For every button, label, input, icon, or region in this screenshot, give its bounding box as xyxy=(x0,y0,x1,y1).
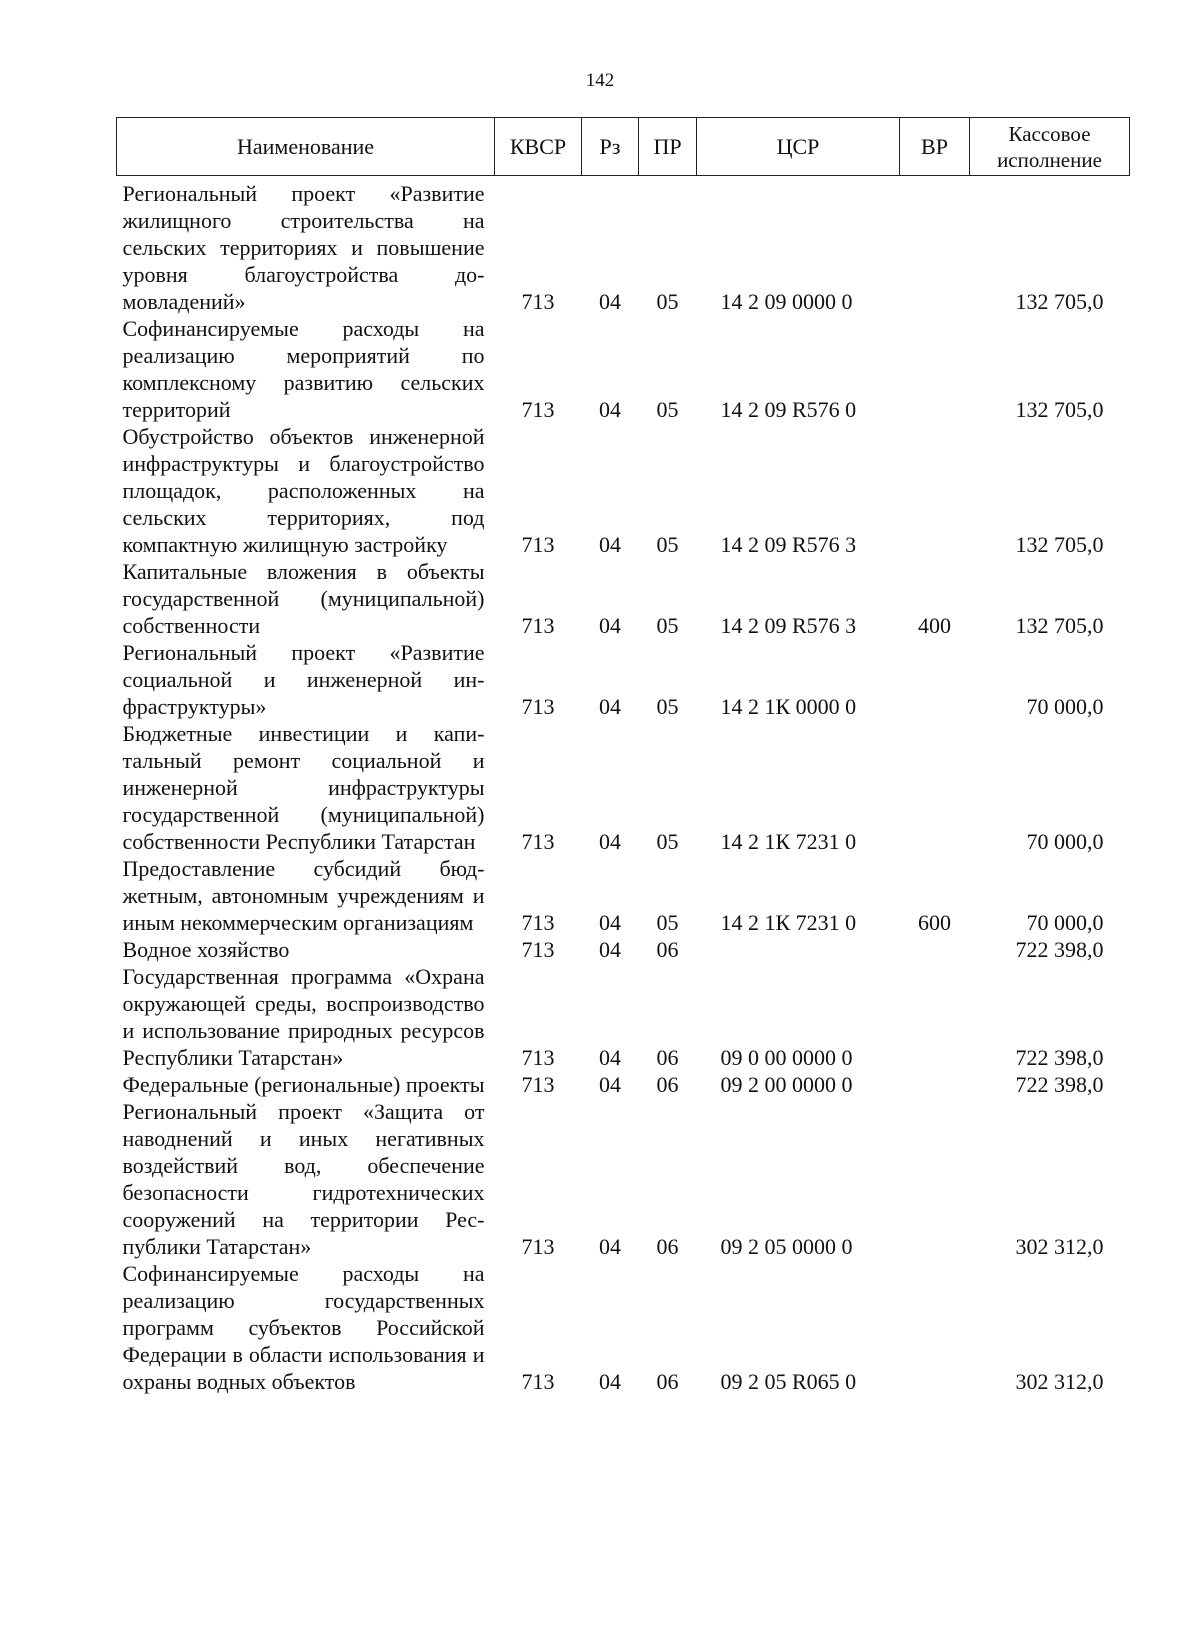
table-row xyxy=(117,176,1130,316)
table-row xyxy=(117,936,1130,963)
row-cash-execution: 722 398,0 xyxy=(1015,937,1104,962)
row-pr: 05 xyxy=(656,289,679,314)
row-vr xyxy=(900,1098,970,1260)
row-csr: 14 2 1К 7231 0 xyxy=(720,910,857,935)
row-kvsr: 713 xyxy=(521,532,555,557)
row-rz: 04 xyxy=(599,613,621,638)
row-rz: 04 xyxy=(599,694,621,719)
row-name: Обустройство объектов инженерной инфраструктуры и благоустройство площадок, расположенных на сельских территориях, под компактную жилищную застройку xyxy=(122,424,485,557)
row-kvsr: 713 xyxy=(521,397,555,422)
row-vr xyxy=(900,639,970,720)
row-cash-execution: 302 312,0 xyxy=(1015,1369,1104,1394)
row-pr: 05 xyxy=(656,910,679,935)
row-rz: 04 xyxy=(599,937,621,962)
row-name: Капитальные вложения в объекты государственной (муниципальной) собственности xyxy=(122,559,485,638)
row-kvsr: 713 xyxy=(521,694,555,719)
header-name: Наименование xyxy=(117,118,495,176)
row-csr: 14 2 09 R576 0 xyxy=(720,397,857,422)
row-csr: 09 0 00 0000 0 xyxy=(720,1045,853,1070)
row-kvsr: 713 xyxy=(521,613,555,638)
table-row xyxy=(117,963,1130,1071)
row-vr xyxy=(900,963,970,1071)
table-row xyxy=(117,1071,1130,1098)
row-pr: 05 xyxy=(656,397,679,422)
row-vr: 600 xyxy=(918,910,951,935)
row-rz: 04 xyxy=(599,532,621,557)
header-rz: Рз xyxy=(582,118,639,176)
row-cash-execution: 70 000,0 xyxy=(1026,694,1104,719)
row-cash-execution: 132 705,0 xyxy=(1015,289,1104,314)
row-name: Предоставление субсидий бюджетным, автономным учреждениям и иным некоммерческим организациям xyxy=(122,856,485,935)
header-vr: ВР xyxy=(900,118,970,176)
row-name: Бюджетные инвестиции и капитальный ремонт социальной и инженерной инфраструктуры государственной (муниципальной) собственности Республики Татарстан xyxy=(122,721,485,854)
row-name: Софинансируемые расходы на реализацию мероприятий по комплексному развитию сельских территорий xyxy=(122,316,485,422)
row-csr: 14 2 09 R576 3 xyxy=(720,532,857,557)
row-name: Софинансируемые расходы на реализацию государственных программ субъектов Российской Федерации в области использования и охраны водных объектов xyxy=(122,1261,485,1394)
page-number: 142 xyxy=(585,70,615,91)
row-rz: 04 xyxy=(599,397,621,422)
row-cash-execution: 132 705,0 xyxy=(1015,532,1104,557)
row-rz: 04 xyxy=(599,289,621,314)
row-pr: 06 xyxy=(656,1072,679,1097)
row-pr: 06 xyxy=(656,1045,679,1070)
row-csr: 14 2 09 R576 3 xyxy=(720,613,857,638)
row-name: Водное хозяйство xyxy=(122,937,290,962)
row-vr xyxy=(900,1071,970,1098)
row-csr: 14 2 1К 0000 0 xyxy=(720,694,857,719)
row-csr: 09 2 05 0000 0 xyxy=(720,1234,853,1259)
row-pr: 05 xyxy=(656,694,679,719)
row-cash-execution: 302 312,0 xyxy=(1015,1234,1104,1259)
row-rz: 04 xyxy=(599,1072,621,1097)
row-kvsr: 713 xyxy=(521,1045,555,1070)
row-pr: 05 xyxy=(656,613,679,638)
row-rz: 04 xyxy=(599,1369,621,1394)
table-row xyxy=(117,423,1130,558)
row-kvsr: 713 xyxy=(521,1072,555,1097)
row-name: Государственная программа «Охрана окружающей среды, воспроизводство и использование природных ресурсов Республики Татарстан» xyxy=(122,964,485,1070)
table-row xyxy=(117,639,1130,720)
row-pr: 06 xyxy=(656,1234,679,1259)
row-rz: 04 xyxy=(599,1045,621,1070)
row-cash-execution: 132 705,0 xyxy=(1015,613,1104,638)
row-name: Региональный проект «Развитие жилищного строительства на сельских территориях и повышение уровня благоустройства домовладений» xyxy=(122,181,485,314)
budget-table-container xyxy=(116,117,1129,1395)
row-rz: 04 xyxy=(599,910,621,935)
row-kvsr: 713 xyxy=(521,937,555,962)
row-pr: 05 xyxy=(656,829,679,854)
row-name: Федеральные (региональные) проекты xyxy=(122,1072,485,1097)
row-name: Региональный проект «Развитие социальной и инженерной инфраструктуры» xyxy=(122,640,485,719)
row-csr: 14 2 1К 7231 0 xyxy=(720,829,857,854)
row-pr: 06 xyxy=(656,937,679,962)
row-kvsr: 713 xyxy=(521,1234,555,1259)
row-vr xyxy=(900,936,970,963)
table-header xyxy=(117,118,1130,176)
table-body xyxy=(117,176,1130,1396)
row-cash-execution: 722 398,0 xyxy=(1015,1045,1104,1070)
row-vr xyxy=(900,1260,970,1395)
table-row xyxy=(117,315,1130,423)
row-rz: 04 xyxy=(599,1234,621,1259)
header-kvsr: КВСР xyxy=(495,118,582,176)
row-pr: 05 xyxy=(656,532,679,557)
row-pr: 06 xyxy=(656,1369,679,1394)
header-csr: ЦСР xyxy=(697,118,900,176)
row-vr xyxy=(900,720,970,855)
table-row xyxy=(117,855,1130,936)
row-name: Региональный проект «Защита от наводнений и иных негативных воздействий вод, обеспечение безопасности гидротехнических сооружений на территории Республики Татарстан» xyxy=(122,1099,485,1259)
row-vr xyxy=(900,315,970,423)
row-vr xyxy=(900,176,970,316)
header-row xyxy=(117,118,1130,176)
row-cash-execution: 70 000,0 xyxy=(1026,829,1104,854)
row-kvsr: 713 xyxy=(521,1369,555,1394)
row-vr: 400 xyxy=(918,613,951,638)
row-csr: 09 2 00 0000 0 xyxy=(720,1072,853,1097)
table-row xyxy=(117,720,1130,855)
row-cash-execution: 132 705,0 xyxy=(1015,397,1104,422)
row-vr xyxy=(900,423,970,558)
row-kvsr: 713 xyxy=(521,829,555,854)
table-row xyxy=(117,1260,1130,1395)
row-kvsr: 713 xyxy=(521,910,555,935)
header-pr: ПР xyxy=(639,118,697,176)
row-rz: 04 xyxy=(599,829,621,854)
row-csr: 09 2 05 R065 0 xyxy=(720,1369,857,1394)
table-row xyxy=(117,558,1130,639)
row-cash-execution: 722 398,0 xyxy=(1015,1072,1104,1097)
header-cash-execution: Кассовое исполнение xyxy=(970,118,1130,176)
table-row xyxy=(117,1098,1130,1260)
row-kvsr: 713 xyxy=(521,289,555,314)
budget-execution-table xyxy=(116,117,1130,1395)
row-csr: 14 2 09 0000 0 xyxy=(720,289,853,314)
row-cash-execution: 70 000,0 xyxy=(1026,910,1104,935)
row-csr xyxy=(697,936,900,963)
